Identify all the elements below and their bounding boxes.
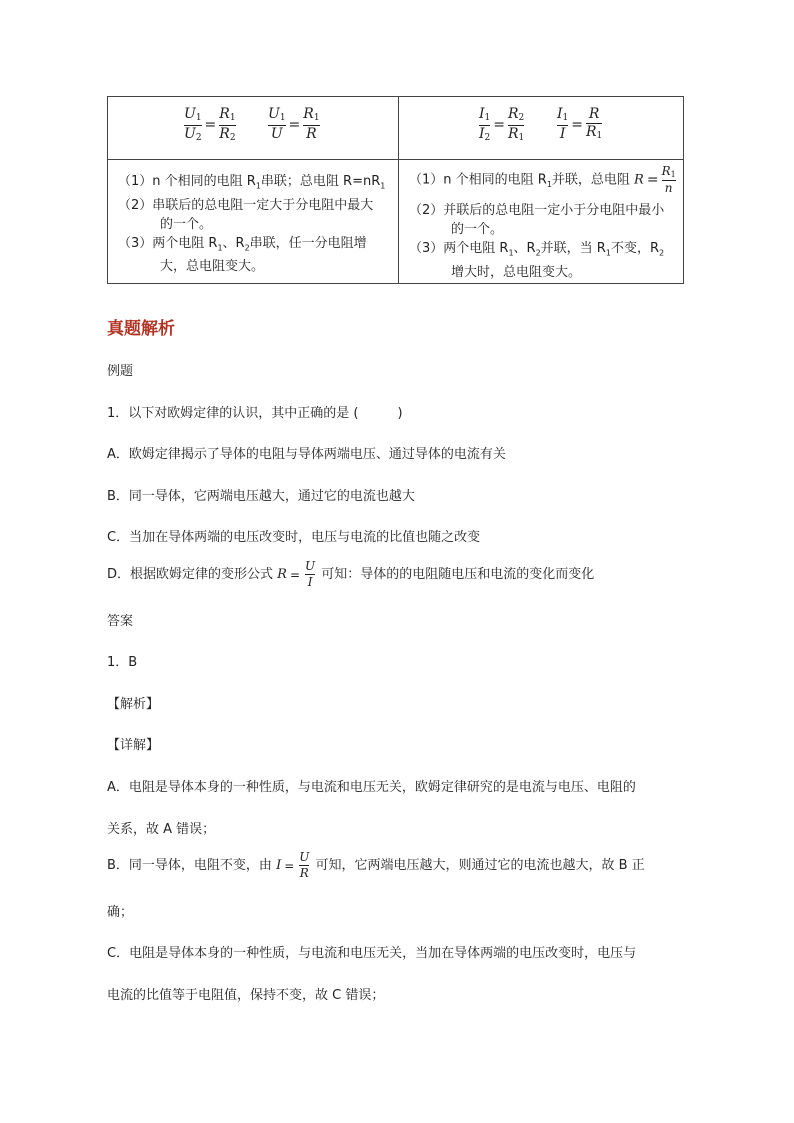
answer-label: 答案 [107, 614, 134, 629]
analysis-label: 【解析】 [107, 697, 160, 712]
parallel-formula-cell [399, 97, 684, 160]
parallel-note-2-cont: 的一个。 [451, 222, 504, 238]
series-note-3-cont: 大，总电阻变大。 [160, 259, 265, 275]
detail-label: 【详解】 [107, 738, 160, 753]
section-title: 真题解析 [107, 319, 175, 339]
explanation-b-line2: 确； [107, 905, 134, 920]
comparison-table [107, 96, 684, 284]
parallel-total-ratio-formula: $\frac{I_1}{I}$ = $\frac{R}{R_1}$ [557, 106, 603, 142]
parallel-notes-cell [399, 160, 684, 284]
option-a: A．欧姆定律揭示了导体的电阻与导体两端电压、通过导体的电流有关 [107, 447, 506, 462]
series-notes-cell [108, 160, 399, 284]
parallel-note-1: （1）n 个相同的电阻 $R_1$并联，总电阻 R = $\frac{R_1}{n}$ [409, 163, 676, 196]
explanation-b-line1: B．同一导体，电阻不变，由 I = $\frac{U}{R}$ 可知，它两端电压越大，则通过它的电流也越大，故 B 正 [107, 850, 645, 881]
series-total-ratio-formula: $\frac{U_1}{U}$ = $\frac{R_1}{R}$ [268, 106, 320, 142]
series-note-3: （3）两个电阻 $R_1$、$R_2$串联，任一分电阻增 [118, 235, 367, 253]
series-note-2: （2）串联后的总电阻一定大于分电阻中最大 [118, 197, 374, 213]
explanation-a-line2: 关系，故 A 错误； [107, 822, 216, 837]
parallel-note-2: （2）并联后的总电阻一定小于分电阻中最小 [409, 203, 665, 219]
example-label: 例题 [107, 364, 134, 379]
explanation-c-line2: 电流的比值等于电阻值，保持不变，故 C 错误； [107, 988, 385, 1003]
parallel-current-ratio-formula: $\frac{I_1}{I_2}$ = $\frac{R_2}{R_1}$ [479, 106, 525, 143]
question-text: 1．以下对欧姆定律的认识，其中正确的是 ( ) [107, 406, 403, 421]
explanation-c-line1: C．电阻是导体本身的一种性质，与电流和电压无关，当加在导体两端的电压改变时，电压与 [107, 946, 637, 961]
series-formula-cell [108, 97, 399, 160]
series-voltage-ratio-formula: $\frac{U_1}{U_2}$ = $\frac{R_1}{R_2}$ [184, 106, 236, 143]
option-c: C．当加在导体两端的电压改变时，电压与电流的比值也随之改变 [107, 530, 481, 545]
parallel-note-3-cont: 增大时，总电阻变大。 [451, 264, 582, 280]
series-note-1: （1）n 个相同的电阻 $R_1$串联；总电阻 $R=nR_1$ [118, 174, 386, 191]
explanation-a-line1: A．电阻是导体本身的一种性质，与电流和电压无关，欧姆定律研究的是电流与电压、电阻的 [107, 780, 636, 795]
option-d: D．根据欧姆定律的变形公式 R = $\frac{U}{I}$ 可知：导体的的电阻随电压和电流的变化而变化 [107, 559, 595, 590]
option-b: B．同一导体，它两端电压越大，通过它的电流也越大 [107, 489, 415, 504]
series-note-2-cont: 的一个。 [160, 216, 213, 232]
parallel-note-3: （3）两个电阻 $R_1$、$R_2$并联，当 $R_1$不变，$R_2$ [409, 241, 665, 258]
answer-text: 1．B [107, 655, 138, 670]
